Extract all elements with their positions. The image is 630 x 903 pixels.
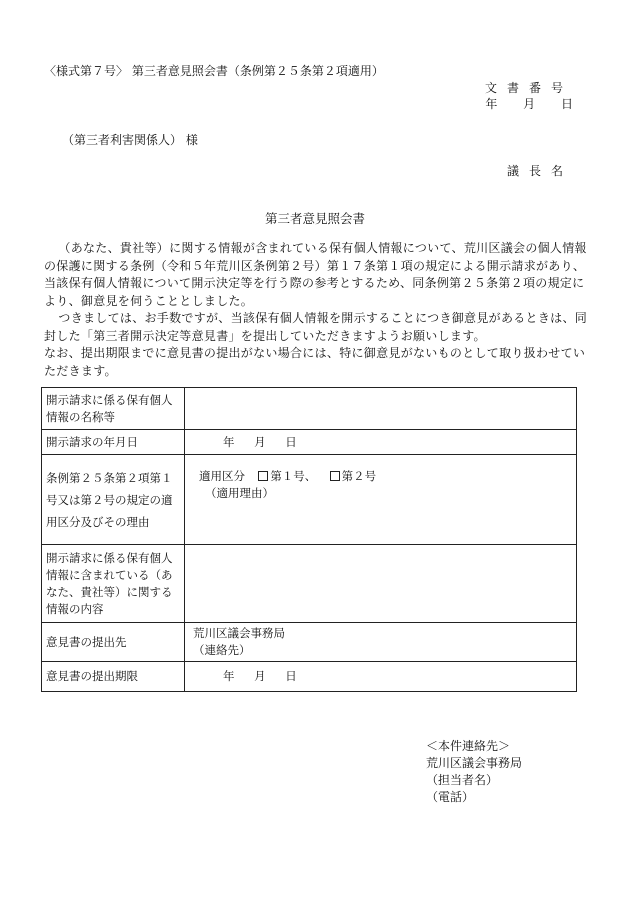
table-value: [185, 545, 577, 623]
contact-phone: （電話）: [426, 790, 475, 804]
table-row: [42, 388, 577, 430]
contact-block: [426, 738, 522, 806]
date-line: 年 月 日: [485, 97, 573, 111]
body-paragraph-3: なお、提出期限までに意見書の提出がない場合には、特に御意見がないものとして取り扱わせていただきます。: [44, 346, 586, 378]
document-number-label: 文書番号: [484, 81, 573, 95]
checkbox-label-1: 第１号、: [270, 468, 317, 483]
body-paragraph-2: つきましては、お手数ですが、当該保有個人情報を開示することにつき御意見があるときは、同封した「第三者開示決定等意見書」を提出していただきますようお願いします。: [44, 311, 588, 343]
contact-office: 荒川区議会事務局: [426, 756, 523, 770]
checkbox-label-2: 第２号: [341, 468, 377, 483]
table-label: 意見書の提出期限: [42, 662, 185, 692]
info-table: [41, 387, 577, 692]
category-prefix: 適用区分: [199, 468, 245, 483]
category-line: [199, 468, 572, 485]
submission-office: 荒川区議会事務局: [193, 626, 285, 640]
contact-heading: ＜本件連絡先＞: [426, 739, 511, 753]
table-row: [42, 623, 577, 662]
table-value: [185, 388, 577, 430]
document-title: 第三者意見照会書: [264, 211, 365, 226]
contact-person: （担当者名）: [426, 773, 499, 787]
table-value: 年 月 日: [185, 430, 577, 455]
form-title: 〈様式第７号〉 第三者意見照会書（条例第２５条第２項適用）: [44, 64, 384, 78]
chair-name-label: 議長名: [506, 164, 573, 178]
table-label: 開示請求に係る保有個人情報に含まれている（あなた、貴社等）に関する情報の内容: [42, 545, 185, 623]
table-row: [42, 545, 577, 623]
addressee: （第三者利害関係人） 様: [62, 133, 198, 147]
table-value: 年 月 日: [185, 662, 577, 692]
table-row: [42, 430, 577, 455]
reason-line: （適用理由）: [205, 485, 274, 500]
table-row: [42, 662, 577, 692]
table-label: [42, 455, 185, 545]
checkbox-item-1[interactable]: [258, 471, 268, 481]
checkbox-item-2[interactable]: [330, 471, 340, 481]
table-label-text: 条例第２５条第２項第１号又は第２号の規定の適用区分及びその理由: [46, 470, 173, 529]
body-paragraph-1: （あなた、貴社等）に関する情報が含まれている保有個人情報について、荒川区議会の個人情報の保護に関する条例（令和５年荒川区条例第２号）第１７条第１項の規定による開示請求があり、当該保有個人情報について開示決定等を行う際の参考とするため、同条例第２５条第２項の規定により、御意見を伺うこととしました。: [44, 241, 587, 308]
table-value: [185, 623, 577, 662]
table-row: [42, 455, 577, 545]
table-value: [185, 455, 577, 545]
body-text: [44, 240, 590, 380]
submission-contact: （連絡先）: [193, 643, 251, 657]
table-label: 開示請求に係る保有個人情報の名称等: [42, 388, 185, 430]
table-label: 意見書の提出先: [42, 623, 185, 662]
table-label: 開示請求の年月日: [42, 430, 185, 455]
